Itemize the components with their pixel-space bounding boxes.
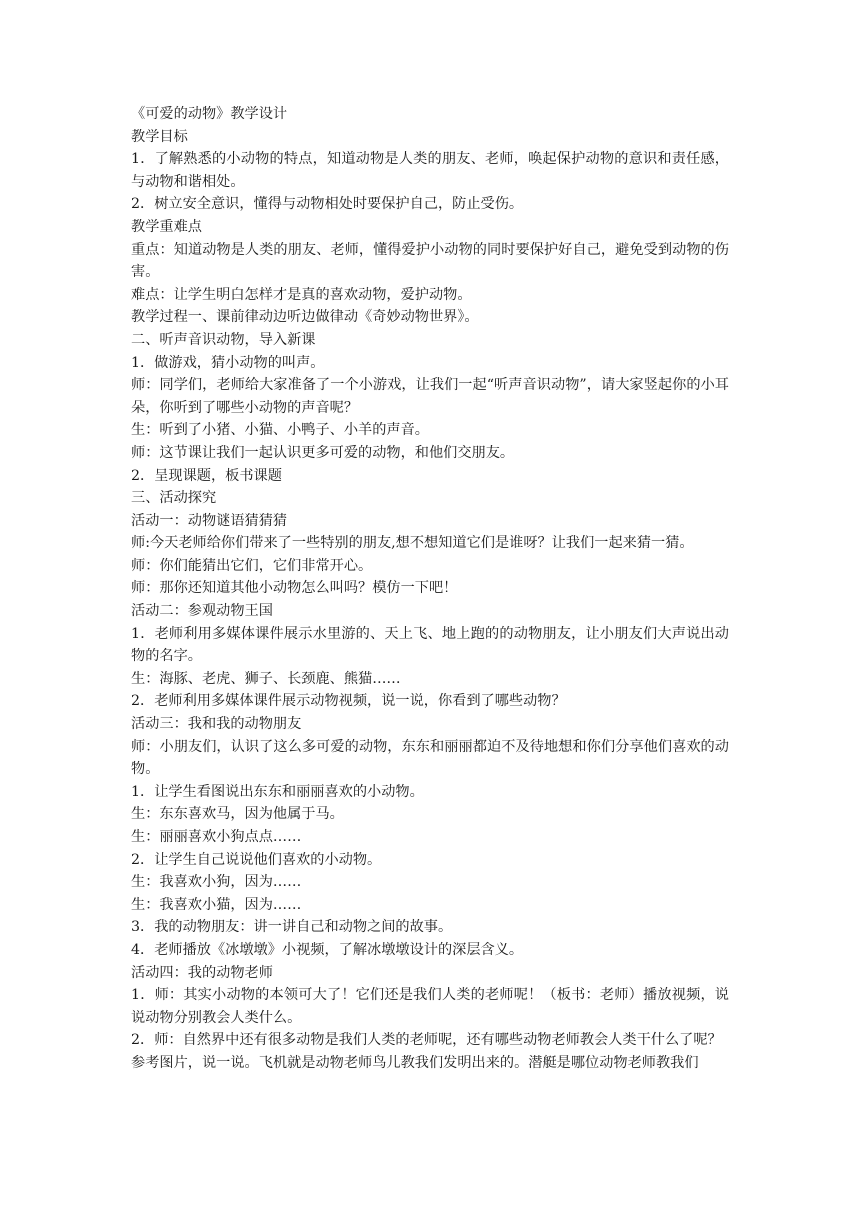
paragraph: 重点：知道动物是人类的朋友、老师，懂得爱护小动物的同时要保护好自己，避免受到动物的伤害。 xyxy=(131,241,729,281)
paragraph: 1．做游戏，猜小动物的叫声。 xyxy=(131,354,325,371)
paragraph: 师：同学们，老师给大家准备了一个小游戏，让我们一起“听声音识动物”，请大家竖起你的小耳朵，你听到了哪些小动物的声音呢？ xyxy=(131,377,729,416)
activity-heading: 活动一：动物谜语猜猜猜 xyxy=(131,512,288,529)
paragraph: 参考图片，说一说。飞机就是动物老师鸟儿教我们发明出来的。潜艇是哪位动物老师教我们 xyxy=(131,1054,699,1071)
paragraph: 3．我的动物朋友：讲一讲自己和动物之间的故事。 xyxy=(131,919,453,936)
activity-heading: 活动三：我和我的动物朋友 xyxy=(131,716,302,733)
section-heading: 三、活动探究 xyxy=(131,490,217,507)
paragraph: 1．让学生看图说出东东和丽丽喜欢的小动物。 xyxy=(131,783,424,800)
paragraph: 1．了解熟悉的小动物的特点，知道动物是人类的朋友、老师，唤起保护动物的意识和责任感，与动物和谐相处。 xyxy=(131,151,729,190)
paragraph: 生：听到了小猪、小猫、小鸭子、小羊的声音。 xyxy=(131,422,429,439)
paragraph: 教学过程一、课前律动边听边做律动《奇妙动物世界》。 xyxy=(131,309,479,326)
paragraph: 生：东东喜欢马，因为他属于马。 xyxy=(131,806,344,823)
paragraph: 2．树立安全意识，懂得与动物相处时要保护自己，防止受伤。 xyxy=(131,196,524,213)
document-title: 《可爱的动物》教学设计 xyxy=(131,106,288,122)
paragraph: 师:今天老师给你们带来了一些特别的朋友,想不想知道它们是谁呀？让我们一起来猜一猜。 xyxy=(131,535,694,552)
paragraph: 师：这节课让我们一起认识更多可爱的动物，和他们交朋友。 xyxy=(131,444,515,461)
paragraph: 1．师：其实小动物的本领可大了！它们还是我们人类的老师呢！（板书：老师）播放视频，说说动物分别教会人类什么。 xyxy=(131,987,729,1026)
paragraph: 生：丽丽喜欢小狗点点…… xyxy=(131,829,302,845)
paragraph: 师：你们能猜出它们，它们非常开心。 xyxy=(131,557,373,574)
paragraph: 4．老师播放《冰墩墩》小视频，了解冰墩墩设计的深层含义。 xyxy=(131,941,524,958)
paragraph: 2．让学生自己说说他们喜欢的小动物。 xyxy=(131,851,382,868)
paragraph: 2．师：自然界中还有很多动物是我们人类的老师呢，还有哪些动物老师教会人类干什么了呢？ xyxy=(131,1032,722,1049)
paragraph: 师：那你还知道其他小动物怎么叫吗？模仿一下吧！ xyxy=(131,580,458,597)
activity-heading: 活动四：我的动物老师 xyxy=(131,964,273,981)
document-body xyxy=(131,103,729,1075)
paragraph: 2．呈现课题，板书课题 xyxy=(131,467,282,484)
paragraph: 难点：让学生明白怎样才是真的喜欢动物，爱护动物。 xyxy=(131,286,472,303)
paragraph: 师：小朋友们，认识了这么多可爱的动物，东东和丽丽都迫不及待地想和你们分享他们喜欢的动物。 xyxy=(131,738,729,778)
paragraph: 1．老师利用多媒体课件展示水里游的、天上飞、地上跑的的动物朋友，让小朋友们大声说出动物的名字。 xyxy=(131,625,729,665)
activity-heading: 活动二：参观动物王国 xyxy=(131,603,273,620)
section-heading: 二、听声音识动物，导入新课 xyxy=(131,331,316,348)
section-heading-goals: 教学目标 xyxy=(131,128,188,145)
paragraph: 2．老师利用多媒体课件展示动物视频，说一说，你看到了哪些动物？ xyxy=(131,693,566,710)
paragraph: 生：海豚、老虎、狮子、长颈鹿、熊猫…… xyxy=(131,670,401,687)
section-heading-key-points: 教学重难点 xyxy=(131,218,202,235)
paragraph: 生：我喜欢小狗，因为…… xyxy=(131,874,302,891)
paragraph: 生：我喜欢小猫，因为…… xyxy=(131,896,302,913)
